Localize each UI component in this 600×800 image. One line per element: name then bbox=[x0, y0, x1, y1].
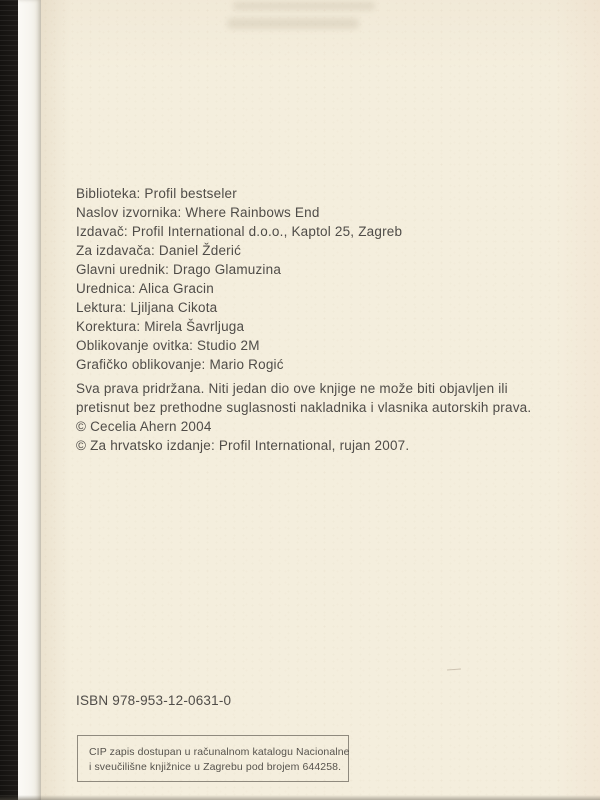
colophon-line-graficko-oblikovanje: Grafičko oblikovanje: Mario Rogić bbox=[76, 357, 284, 372]
colophon-block bbox=[76, 184, 402, 374]
colophon-line-lektura: Lektura: Ljiljana Cikota bbox=[76, 300, 218, 315]
copyright-author-line: © Cecelia Ahern 2004 bbox=[76, 419, 212, 434]
scan-bottom-shadow bbox=[0, 795, 600, 800]
show-through-smudge bbox=[233, 2, 375, 10]
colophon-line-glavni-urednik: Glavni urednik: Drago Glamuzina bbox=[76, 262, 282, 277]
cip-line-2: i sveučilišne knjižnice u Zagrebu pod brojem 644258. bbox=[89, 760, 342, 773]
colophon-line-naslov-izvornika: Naslov izvornika: Where Rainbows End bbox=[76, 205, 320, 220]
rights-block bbox=[76, 379, 531, 455]
paper-speck bbox=[447, 669, 461, 671]
paper-page bbox=[41, 0, 600, 800]
colophon-line-izdavac: Izdavač: Profil International d.o.o., Kaptol 25, Zagreb bbox=[76, 224, 403, 239]
cip-record-box bbox=[77, 735, 349, 782]
isbn-line: ISBN 978-953-12-0631-0 bbox=[76, 693, 232, 708]
rights-line-1: Sva prava pridržana. Niti jedan dio ove knjige ne može biti objavljen ili bbox=[76, 381, 508, 396]
cip-line-1: CIP zapis dostupan u računalnom katalogu Nacionalne bbox=[89, 746, 350, 758]
colophon-line-oblikovanje-ovitka: Oblikovanje ovitka: Studio 2M bbox=[76, 338, 260, 353]
page-edge-strip bbox=[18, 0, 41, 800]
colophon-line-korektura: Korektura: Mirela Šavrljuga bbox=[76, 319, 245, 334]
colophon-line-za-izdavaca: Za izdavača: Daniel Žderić bbox=[76, 243, 242, 258]
colophon-line-urednica: Urednica: Alica Gracin bbox=[76, 281, 214, 296]
copyright-croatian-edition-line: © Za hrvatsko izdanje: Profil International, rujan 2007. bbox=[76, 438, 410, 453]
scan-dark-edge bbox=[0, 0, 18, 800]
show-through-smudge bbox=[227, 18, 359, 29]
colophon-line-biblioteka: Biblioteka: Profil bestseler bbox=[76, 186, 237, 201]
rights-line-2: pretisnut bez prethodne suglasnosti nakladnika i vlasnika autorskih prava. bbox=[76, 400, 532, 415]
